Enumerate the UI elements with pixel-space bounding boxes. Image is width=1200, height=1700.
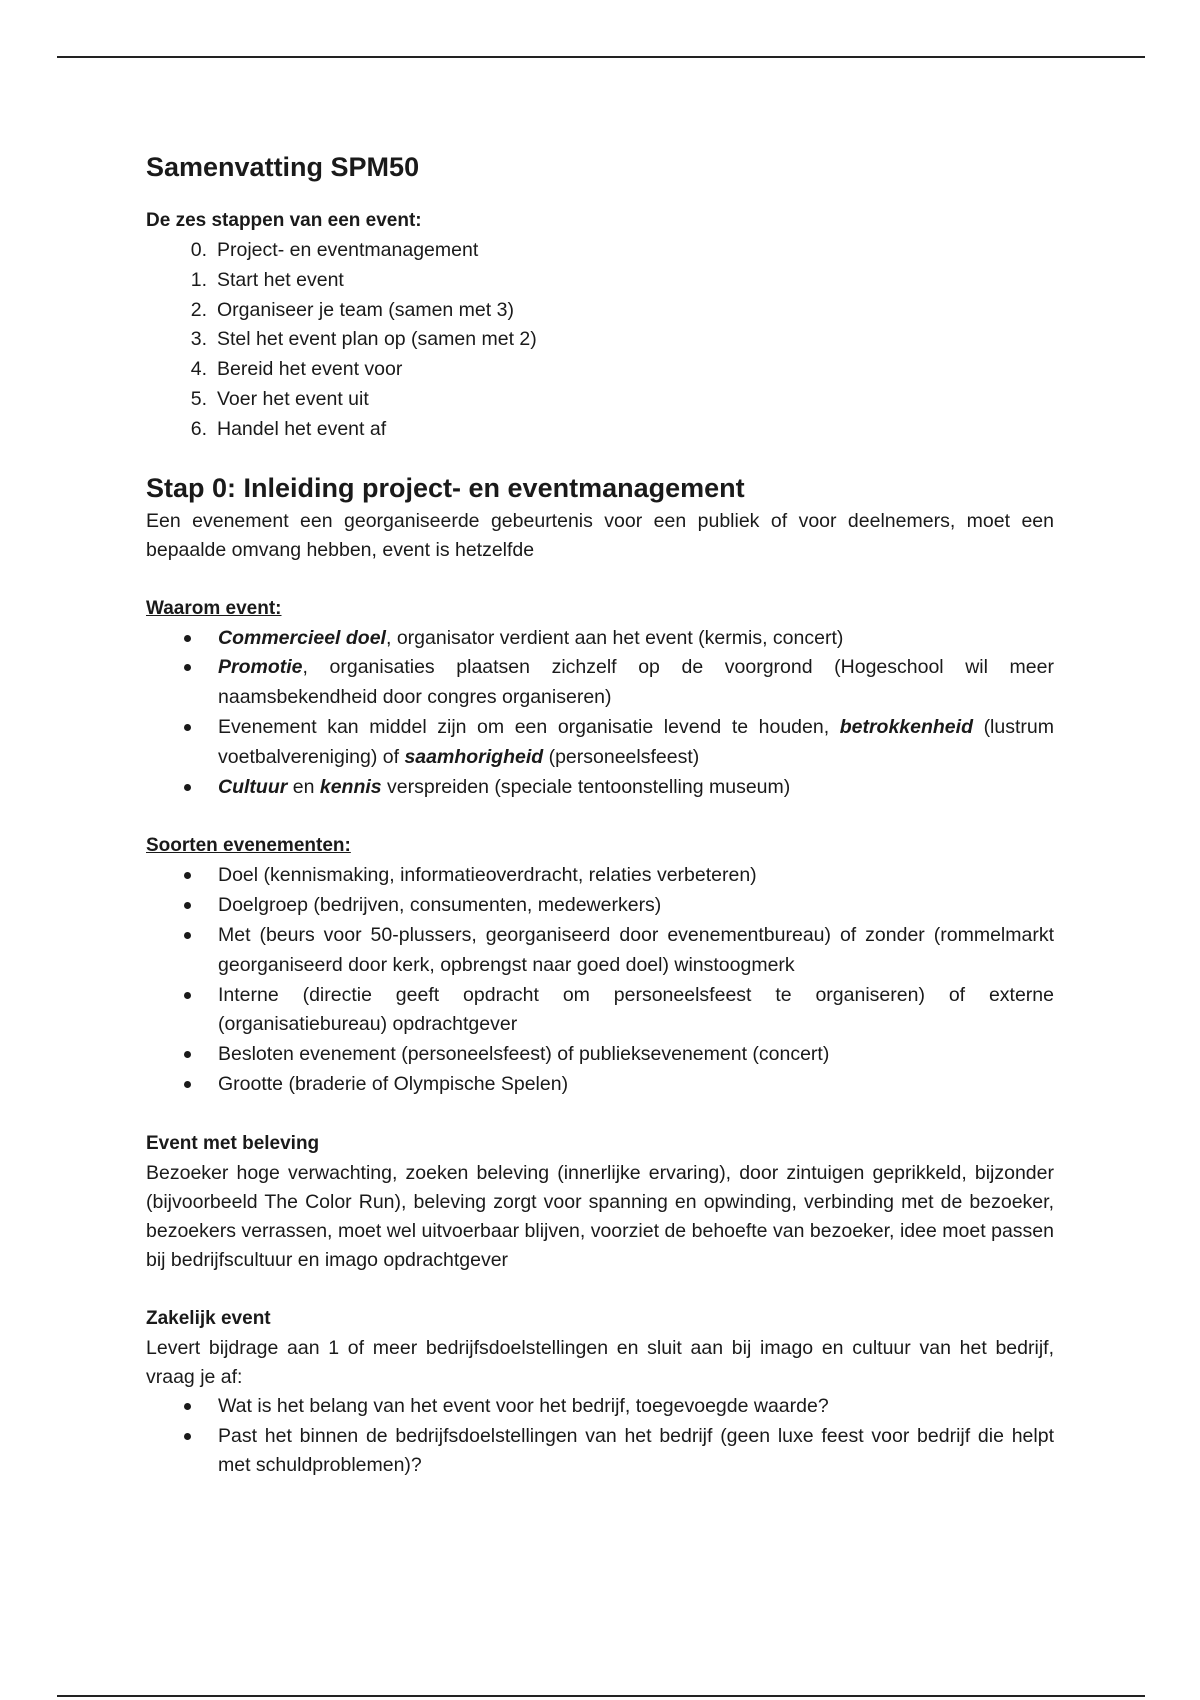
list-item: Wat is het belang van het event voor het bedrijf, toegevoegde waarde? [146,1392,1054,1422]
bullet-icon [146,1070,218,1100]
steps-heading: De zes stappen van een event: [146,210,422,231]
list-item: Doel (kennismaking, informatieoverdracht, relaties verbeteren) [146,861,1054,891]
bullet-icon [146,891,218,921]
list-item: Besloten evenement (personeelsfeest) of publieksevenement (concert) [146,1040,1054,1070]
list-item: 2. Organiseer je team (samen met 3) [190,298,514,321]
section-heading: Stap 0: Inleiding project- en eventmanagement [146,472,745,503]
list-item: Interne (directie geeft opdracht om personeelsfeest te organiseren) of externe (organisatiebureau) opdrachtgever [146,981,1054,1041]
intro-paragraph: Een evenement een georganiseerde gebeurtenis voor een publiek of voor deelnemers, moet een bepaalde omvang hebben, event is hetzelfde [146,509,1054,561]
bullet-icon [146,713,218,773]
list-item: 3. Stel het event plan op (samen met 2) [190,328,537,351]
list-item: 4. Bereid het event voor [190,358,403,381]
soorten-list [146,861,1054,1099]
beleving-heading: Event met beleving [146,1132,320,1154]
list-item: Past het binnen de bedrijfsdoelstellingen van het bedrijf (geen luxe feest voor bedrijf die helpt met schuldproblemen)? [146,1422,1054,1482]
steps-list [146,236,1054,445]
list-item: Doelgroep (bedrijven, consumenten, medewerkers) [146,891,1054,921]
list-item: 6. Handel het event af [190,417,387,440]
bullet-icon [146,981,218,1041]
bullet-icon [146,624,218,654]
list-item: Met (beurs voor 50-plussers, georganiseerd door evenementbureau) of zonder (rommelmarkt georganiseerd door kerk, opbrengst naar goed doel) winstoogmerk [146,921,1054,981]
list-item: Cultuur en kennis verspreiden (speciale tentoonstelling museum) [146,773,1054,803]
list-item: 5. Voer het event uit [190,387,369,410]
waarom-heading: Waarom event: [146,597,282,619]
document-page [146,150,1054,1481]
list-item: Evenement kan middel zijn om een organisatie levend te houden, betrokkenheid (lustrum voetbalvereniging) of saamhorigheid (personeelsfeest) [146,713,1054,773]
beleving-paragraph: Bezoeker hoge verwachting, zoeken beleving (innerlijke ervaring), door zintuigen geprikkeld, bijzonder (bijvoorbeeld The Color Run), beleving zorgt voor spanning en opwinding, verbinding met de bezoeker, bezoekers verrassen, moet wel uitvoerbaar blijven, voorziet de behoefte van bezoeker, idee moet passen bij bedrijfscultuur en imago opdrachtgever [146,1161,1054,1271]
bottom-rule [57,1695,1145,1697]
bullet-icon [146,1040,218,1070]
bullet-icon [146,773,218,803]
zakelijk-paragraph: Levert bijdrage aan 1 of meer bedrijfsdoelstellingen en sluit aan bij imago en cultuur van het bedrijf, vraag je af: [146,1336,1054,1388]
zakelijk-heading: Zakelijk event [146,1307,271,1329]
list-item: Promotie, organisaties plaatsen zichzelf op de voorgrond (Hogeschool wil meer naamsbekendheid door congres organiseren) [146,653,1054,713]
top-rule [57,56,1145,58]
bullet-icon [146,1422,218,1482]
bullet-icon [146,921,218,981]
soorten-heading: Soorten evenementen: [146,835,351,857]
list-item: 0. Project- en eventmanagement [190,239,479,261]
waarom-list [146,624,1054,803]
document-title: Samenvatting SPM50 [146,152,420,182]
bullet-icon [146,861,218,891]
list-item: 1. Start het event [190,268,344,291]
bullet-icon [146,1392,218,1422]
list-item: Grootte (braderie of Olympische Spelen) [146,1070,1054,1100]
zakelijk-list [146,1392,1054,1481]
list-item: Commercieel doel, organisator verdient aan het event (kermis, concert) [146,624,1054,654]
bullet-icon [146,653,218,713]
